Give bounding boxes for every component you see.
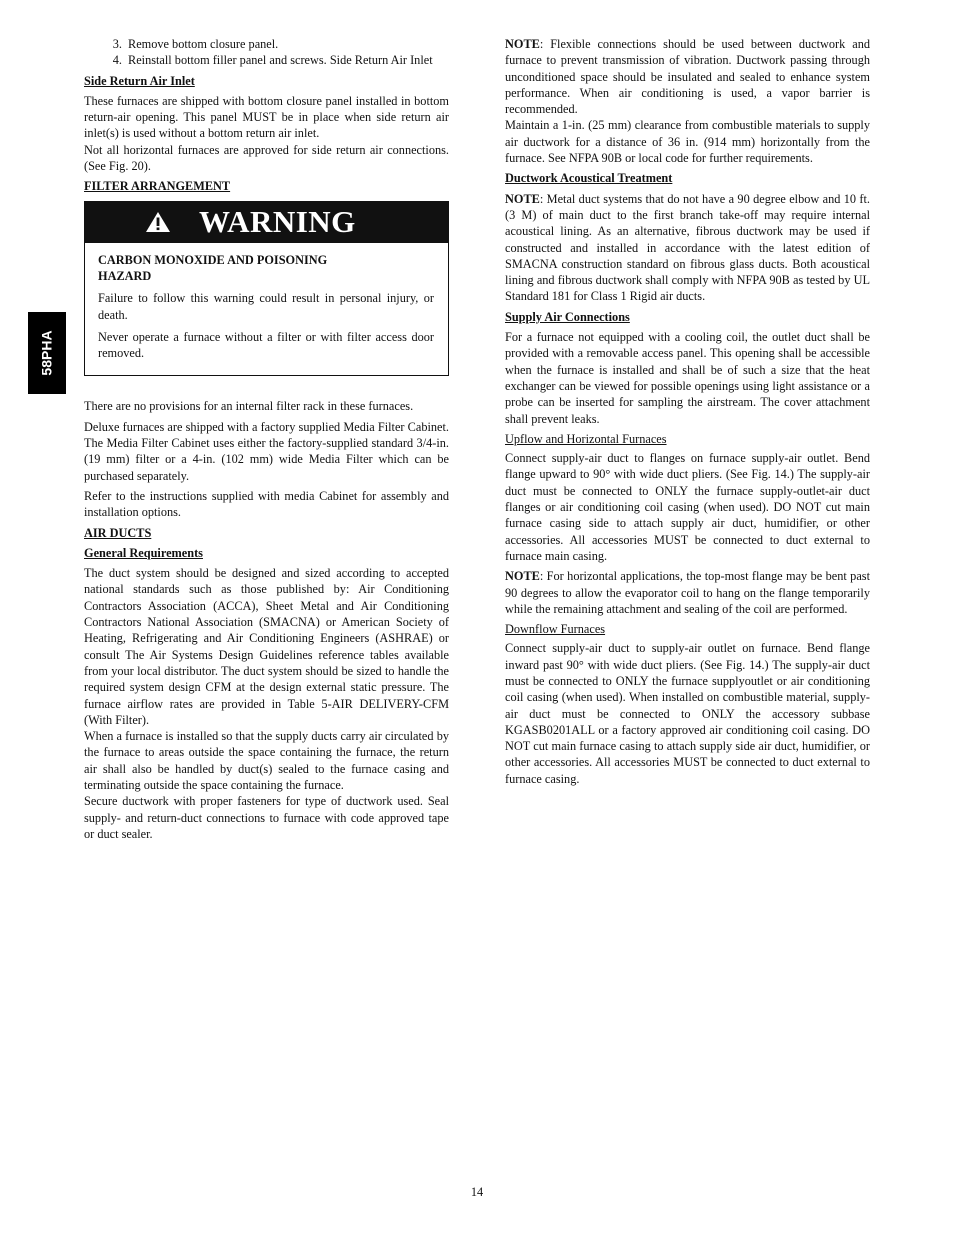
paragraph: Connect supply-air duct to supply-air outlet on furnace. Bend flange inward past 90° with wide duct pliers. (See Fig. 14.) The supply-air duct must be connected to ONLY the furnace supplyoutlet or air conditioning coil casing (when used). When installed on combustible material, supply-air duct must be connected to ONLY the accessory subbase KGASB0201ALL or a factory approved air conditioning coil casing. DO NOT cut main furnace casing to attach supply side air duct, humidifier, or other accessories. All accessories MUST be connected to duct external to furnace casing.	[505, 641, 870, 786]
air-ducts-heading: AIR DUCTS	[84, 525, 152, 540]
paragraph: Maintain a 1-in. (25 mm) clearance from combustible materials to supply air ductwork for a distance of 36 in. (914 mm) horizontally from the furnace. See NFPA 90B or local code for further requirements.	[505, 118, 870, 166]
warning-box	[84, 201, 449, 377]
left-column	[84, 36, 449, 842]
list-item	[84, 52, 449, 68]
paragraph: For a furnace not equipped with a cooling coil, the outlet duct shall be provided with a removable access panel. This opening shall be accessible when the furnace is installed and shall be of such a size that the heat exchanger can be viewed for possible openings using light assistance or a probe can be inserted for sampling the airstream. The cover attachment shall prevent leaks.	[505, 330, 870, 426]
right-column	[505, 36, 870, 791]
note-text: : For horizontal applications, the top-most flange may be bent past 90 degrees to allow the evaporator coil to hang on the flange temporarily while the remaining attachment and sealing of the coil are performed.	[505, 569, 870, 616]
acoustical-heading: Ductwork Acoustical Treatment	[505, 171, 673, 186]
list-number: 4.	[112, 53, 122, 68]
supply-air-heading: Supply Air Connections	[505, 309, 630, 324]
paragraph: Refer to the instructions supplied with media Cabinet for assembly and installation options.	[84, 488, 449, 520]
list-item	[84, 36, 449, 52]
warning-text: Never operate a furnace without a filter or with filter access door removed.	[98, 329, 434, 361]
paragraph: Not all horizontal furnaces are approved for side return air connections. (See Fig. 20).	[84, 142, 449, 174]
note-paragraph	[505, 191, 870, 305]
upflow-heading: Upflow and Horizontal Furnaces	[505, 431, 667, 446]
note-text: : Metal duct systems that do not have a 90 degree elbow and 10 ft. (3 M) of main duct to the first branch take-off may require internal acoustical lining. As an alternative, fibrous ductwork may be used if constructed and installed in accordance with the latest edition of SMACNA construction standard on fibrous glass ducts. Both acoustical lining and fibrous ductwork shall comply with NFPA 90B as tested by UL Standard 181 for Class 1 Rigid air ducts.	[505, 191, 870, 304]
list-number: 3.	[112, 37, 122, 51]
page-number: 14	[470, 1185, 484, 1199]
note-label: NOTE	[505, 37, 540, 51]
warning-text: Failure to follow this warning could result in personal injury, or death.	[98, 291, 434, 322]
note-paragraph	[505, 568, 870, 617]
filter-heading: FILTER ARRANGEMENT	[84, 179, 231, 194]
warning-title: WARNING	[199, 204, 356, 240]
warning-hazard: CARBON MONOXIDE AND POISONING HAZARD	[98, 252, 328, 283]
paragraph: When a furnace is installed so that the supply ducts carry air circulated by the furnace to areas outside the space containing the furnace, the return air shall also be handled by duct(s) sealed to the furnace casing and terminating outside the space containing the furnace.	[84, 729, 449, 792]
note-label: NOTE	[505, 569, 540, 584]
paragraph: These furnaces are shipped with bottom closure panel installed in bottom return-air opening. This panel MUST be in place when side return air inlet(s) is used without a bottom return air inlet.	[84, 93, 449, 141]
general-requirements-heading: General Requirements	[84, 545, 203, 560]
paragraph: The duct system should be designed and sized according to accepted national standards such as those published by: Air Conditioning Contractors Association (ACCA), Sheet Metal and Air Conditioning Contractors National Association (SMACNA) or American Society of Heating, Refrigerating and Air Conditioning Engineers (ASHRAE) or consult The Air Systems Design Guidelines reference tables available from your local distributor. The duct system should be sized to handle the required system design CFM at the design external static pressure. The furnace airflow rates are provided in Table 5-AIR DELIVERY-CFM (With Filter).	[84, 566, 449, 727]
paragraph: There are no provisions for an internal filter rack in these furnaces.	[84, 399, 414, 414]
side-return-heading: Side Return Air Inlet	[84, 73, 195, 88]
paragraph: Connect supply-air duct to flanges on furnace supply-air outlet. Bend flange upward to 90° with wide duct pliers. (See Fig. 14.) The supply-air duct must be connected to ONLY the furnace supply-outlet-air duct flanges or air conditioning coil casing (when used). DO NOT cut main furnace casing side to attach supply air duct, humidifier, or other accessories. All accessories MUST be connected to duct external to furnace main casing.	[505, 451, 870, 563]
list-text: Reinstall bottom filler panel and screws. Side Return Air Inlet	[128, 53, 433, 68]
paragraph: Secure ductwork with proper fasteners for type of ductwork used. Seal supply- and return-duct connections to furnace with code approved tape or duct sealer.	[84, 794, 449, 841]
paragraph: Deluxe furnaces are shipped with a factory supplied Media Filter Cabinet. The Media Filter Cabinet uses either the factory-supplied standard 3/4-in. (19 mm) filter or a 4-in. (102 mm) wide Media Filter which can be purchased separately.	[84, 419, 449, 483]
note-label: NOTE	[505, 191, 540, 206]
warning-body	[85, 243, 448, 376]
downflow-heading: Downflow Furnaces	[505, 622, 606, 637]
warning-triangle-icon	[145, 211, 171, 233]
side-tab-label: 58PHA	[39, 330, 56, 376]
note-paragraph	[505, 36, 870, 117]
side-tab	[28, 312, 66, 394]
note-text: : Flexible connections should be used between ductwork and furnace to prevent transmission of vibration. Ductwork passing through unconditioned space should be insulated and sealed to enhance system performance. When air conditioning is used, a vapor barrier is recommended.	[505, 37, 870, 117]
list-text: Remove bottom closure panel.	[128, 37, 279, 51]
warning-banner	[85, 202, 448, 243]
